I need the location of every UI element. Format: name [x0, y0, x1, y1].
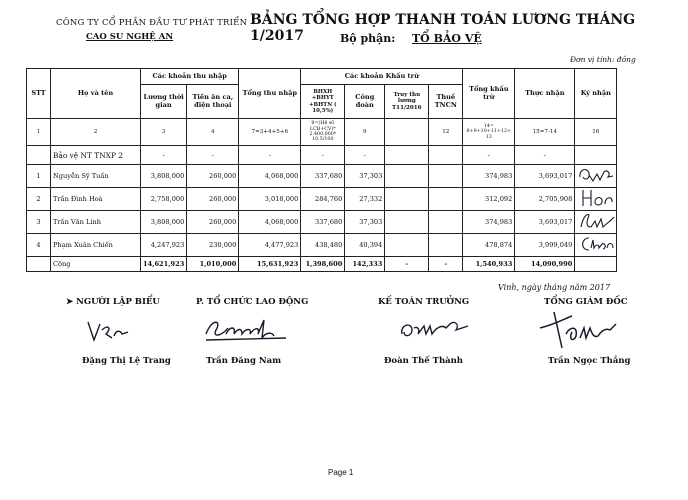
row-salary: 3,808,000 — [141, 211, 187, 234]
row-signature — [575, 234, 617, 257]
signature-title-text: NGƯỜI LẬP BIỂU — [76, 297, 160, 307]
signature-title-accountant: KẾ TOÁN TRƯỞNG — [378, 297, 470, 307]
dash: - — [515, 146, 575, 165]
handwritten-signature — [577, 188, 617, 211]
signer-name-accountant: Đoàn Thế Thành — [384, 356, 463, 366]
table-row — [27, 188, 617, 211]
row-stt: 1 — [27, 165, 51, 188]
header-total-income: Tổng thu nhập — [239, 69, 301, 119]
dash: - — [239, 146, 301, 165]
department-name: TỔ BẢO VỆ — [412, 32, 482, 45]
row-union: 40,394 — [345, 234, 385, 257]
total-row — [27, 257, 617, 272]
total-arrears: - — [385, 257, 429, 272]
total-union: 142,333 — [345, 257, 385, 272]
row-salary: 2,758,000 — [141, 188, 187, 211]
row-stt: 3 — [27, 211, 51, 234]
table-row — [27, 165, 617, 188]
row-total-deduction: 374,983 — [463, 165, 515, 188]
row-meal: 260,000 — [187, 211, 239, 234]
header-name: Họ và tên — [51, 69, 141, 119]
total-insurance: 1,398,600 — [301, 257, 345, 272]
signature-title-preparer — [66, 297, 160, 307]
total-tax: - — [429, 257, 463, 272]
header-tax: Thuế TNCN — [429, 85, 463, 119]
row-union: 37,303 — [345, 211, 385, 234]
company-name-line2: CAO SU NGHỆ AN — [86, 32, 174, 42]
index-cell — [385, 119, 429, 146]
row-meal: 230,000 — [187, 234, 239, 257]
row-meal: 260,000 — [187, 165, 239, 188]
row-salary: 3,808,000 — [141, 165, 187, 188]
row-insurance: 337,680 — [301, 165, 345, 188]
signer-name-director: Trần Ngọc Thắng — [548, 356, 631, 366]
department-label: Bộ phận: — [340, 32, 396, 45]
row-name: Trần Đình Hoà — [51, 188, 141, 211]
row-name: Phạm Xuân Chiến — [51, 234, 141, 257]
row-net-pay: 3,999,049 — [515, 234, 575, 257]
total-meal: 1,010,000 — [187, 257, 239, 272]
header-salary: Lương thời gian — [141, 85, 187, 119]
index-cell: 4 — [187, 119, 239, 146]
row-total-income: 4,477,923 — [239, 234, 301, 257]
signer-name-personnel: Trần Đăng Nam — [206, 356, 282, 366]
page-number: Page 1 — [328, 468, 354, 477]
total-net-pay: 14,090,990 — [515, 257, 575, 272]
dash: - — [345, 146, 385, 165]
row-signature — [575, 165, 617, 188]
row-stt: 2 — [27, 188, 51, 211]
payroll-table — [26, 68, 617, 272]
index-cell: 12 — [429, 119, 463, 146]
index-cell: 14= 8+9+10+11+12+ 13 — [463, 119, 515, 146]
header-meal-phone: Tiền ăn ca, điện thoại — [187, 85, 239, 119]
row-insurance: 438,480 — [301, 234, 345, 257]
row-insurance: 284,760 — [301, 188, 345, 211]
header-income-group: Các khoản thu nhập — [141, 69, 239, 85]
place-date: Vinh, ngày tháng năm 2017 — [498, 283, 611, 292]
index-cell: 15=7-14 — [515, 119, 575, 146]
header-net-pay: Thực nhận — [515, 69, 575, 119]
table-row — [27, 234, 617, 257]
column-index-row — [27, 119, 617, 146]
row-salary: 4,247,923 — [141, 234, 187, 257]
handwritten-signature-accountant — [396, 316, 476, 344]
row-net-pay: 2,705,908 — [515, 188, 575, 211]
signer-name-preparer: Đặng Thị Lệ Trang — [82, 356, 171, 366]
handwritten-signature — [577, 165, 617, 188]
index-cell: 7=3+4+5+6 — [239, 119, 301, 146]
index-cell: 1 — [27, 119, 51, 146]
row-total-income: 4,068,000 — [239, 165, 301, 188]
dash: - — [141, 146, 187, 165]
group-row — [27, 146, 617, 165]
row-insurance: 337,680 — [301, 211, 345, 234]
total-label: Cộng — [51, 257, 141, 272]
document-title: BẢNG TỔNG HỢP THANH TOÁN LƯƠNG THÁNG 1/2017 — [250, 12, 636, 44]
row-union: 37,303 — [345, 165, 385, 188]
row-meal: 260,000 — [187, 188, 239, 211]
header-arrears: Truy thu lương T11/2016 — [385, 85, 429, 119]
row-stt: 4 — [27, 234, 51, 257]
header-deduction-group: Các khoản Khấu trừ — [301, 69, 463, 85]
handwritten-signature-personnel — [202, 314, 292, 346]
row-total-income: 3,018,000 — [239, 188, 301, 211]
row-total-deduction: 478,874 — [463, 234, 515, 257]
row-union: 27,332 — [345, 188, 385, 211]
total-salary: 14,621,923 — [141, 257, 187, 272]
index-cell: 3 — [141, 119, 187, 146]
signature-title-personnel: P. TỔ CHỨC LAO ĐỘNG — [196, 297, 309, 307]
row-total-deduction: 312,092 — [463, 188, 515, 211]
handwritten-signature — [577, 234, 617, 257]
header-total-deduction: Tổng khấu trừ — [463, 69, 515, 119]
row-net-pay: 3,693,017 — [515, 165, 575, 188]
header-stt: STT — [27, 69, 51, 119]
total-income: 15,631,923 — [239, 257, 301, 272]
index-cell: 16 — [575, 119, 617, 146]
row-signature — [575, 188, 617, 211]
row-net-pay: 3,693,017 — [515, 211, 575, 234]
signature-title-director: TỔNG GIÁM ĐỐC — [544, 297, 628, 307]
currency-unit-note: Đơn vị tính: đồng — [570, 55, 636, 64]
handwritten-signature — [577, 211, 617, 234]
index-cell: 8=(Hệ số LCB+CV)* 2.400.000* 10.5/100 — [301, 119, 345, 146]
handwritten-signature-preparer — [82, 316, 152, 346]
header-union: Công đoàn — [345, 85, 385, 119]
dash: - — [463, 146, 515, 165]
company-name-line1: CÔNG TY CỔ PHẦN ĐẦU TƯ PHÁT TRIỂN — [56, 18, 248, 28]
handwritten-signature-director — [536, 304, 646, 354]
dash: - — [301, 146, 345, 165]
group-name: Bảo vệ NT TNXP 2 — [51, 146, 141, 165]
row-signature — [575, 211, 617, 234]
dash: - — [187, 146, 239, 165]
index-cell: 9 — [345, 119, 385, 146]
row-total-income: 4,068,000 — [239, 211, 301, 234]
row-name: Trần Văn Linh — [51, 211, 141, 234]
row-total-deduction: 374,983 — [463, 211, 515, 234]
index-cell: 2 — [51, 119, 141, 146]
row-name: Nguyễn Sỹ Tuấn — [51, 165, 141, 188]
table-row — [27, 211, 617, 234]
header-signature: Ký nhận — [575, 69, 617, 119]
header-insurance: BHXH +BHYT +BHTN ( 10,5%) — [301, 85, 345, 119]
total-deduction: 1,540,933 — [463, 257, 515, 272]
arrow-bullet-icon: ➤ — [66, 297, 77, 307]
